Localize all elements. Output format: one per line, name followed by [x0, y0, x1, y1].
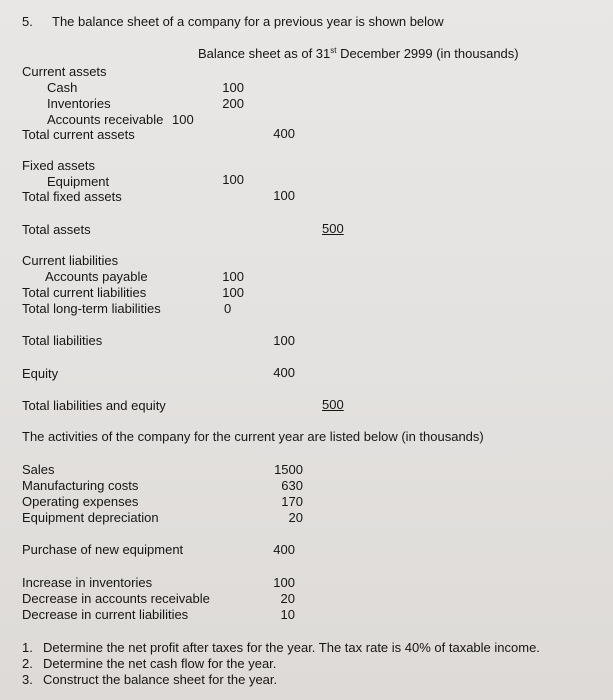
total-current-assets-value: 400: [273, 126, 295, 141]
problem-number: 5.: [22, 14, 33, 29]
decrease-receivable-value: 20: [280, 591, 295, 606]
equipment-depreciation-label: Equipment depreciation: [22, 510, 159, 525]
accounts-payable-label: Accounts payable: [45, 269, 148, 284]
increase-inventories-value: 100: [273, 575, 295, 590]
total-current-liabilities-value: 100: [222, 285, 244, 300]
manufacturing-costs-label: Manufacturing costs: [22, 478, 139, 493]
question-1-text: Determine the net profit after taxes for the year. The tax rate is 40% of taxable income.: [43, 640, 540, 655]
current-liabilities-heading: Current liabilities: [22, 253, 119, 268]
cash-label: Cash: [47, 80, 78, 95]
accounts-receivable-value: 100: [172, 112, 194, 127]
total-liabilities-value: 100: [273, 333, 295, 348]
equity-value: 400: [273, 365, 295, 380]
balance-sheet-title: Balance sheet as of 31st December 2999 (in thousands): [198, 46, 519, 61]
inventories-value: 200: [222, 96, 244, 111]
cash-value: 100: [222, 80, 244, 95]
total-fixed-assets-value: 100: [273, 188, 295, 203]
sales-label: Sales: [22, 462, 55, 477]
equipment-value: 100: [222, 172, 244, 187]
total-current-liabilities-label: Total current liabilities: [22, 285, 147, 300]
question-3-number: 3.: [22, 672, 33, 687]
activities-intro: The activities of the company for the current year are listed below (in thousands): [22, 429, 484, 444]
accounts-receivable-label: Accounts receivable: [47, 112, 164, 127]
total-fixed-assets-label: Total fixed assets: [22, 189, 122, 204]
equipment-label: Equipment: [47, 174, 110, 189]
question-2-number: 2.: [22, 656, 33, 671]
total-liabilities-equity-label: Total liabilities and equity: [22, 398, 166, 413]
current-assets-heading: Current assets: [22, 64, 107, 79]
accounts-payable-value: 100: [222, 269, 244, 284]
increase-inventories-label: Increase in inventories: [22, 575, 153, 590]
question-1-number: 1.: [22, 640, 33, 655]
total-liabilities-label: Total liabilities: [22, 333, 103, 348]
manufacturing-costs-value: 630: [281, 478, 303, 493]
decrease-liabilities-label: Decrease in current liabilities: [22, 607, 189, 622]
operating-expenses-label: Operating expenses: [22, 494, 139, 509]
fixed-assets-heading: Fixed assets: [22, 158, 95, 173]
equipment-depreciation-value: 20: [288, 510, 303, 525]
question-3-text: Construct the balance sheet for the year.: [43, 672, 278, 687]
problem-statement: The balance sheet of a company for a previous year is shown below: [52, 14, 444, 29]
total-current-assets-label: Total current assets: [22, 127, 135, 142]
operating-expenses-value: 170: [281, 494, 303, 509]
inventories-label: Inventories: [47, 96, 111, 111]
total-assets-value: 500: [322, 221, 344, 236]
purchase-equipment-label: Purchase of new equipment: [22, 542, 184, 557]
total-long-term-liabilities-value: 0: [224, 301, 232, 316]
total-long-term-liabilities-label: Total long-term liabilities: [22, 301, 161, 316]
question-2-text: Determine the net cash flow for the year.: [43, 656, 277, 671]
total-liabilities-equity-value: 500: [322, 397, 344, 412]
equity-label: Equity: [22, 366, 59, 381]
total-assets-label: Total assets: [22, 222, 91, 237]
decrease-receivable-label: Decrease in accounts receivable: [22, 591, 210, 606]
sales-value: 1500: [274, 462, 303, 477]
decrease-liabilities-value: 10: [280, 607, 295, 622]
purchase-equipment-value: 400: [273, 542, 295, 557]
